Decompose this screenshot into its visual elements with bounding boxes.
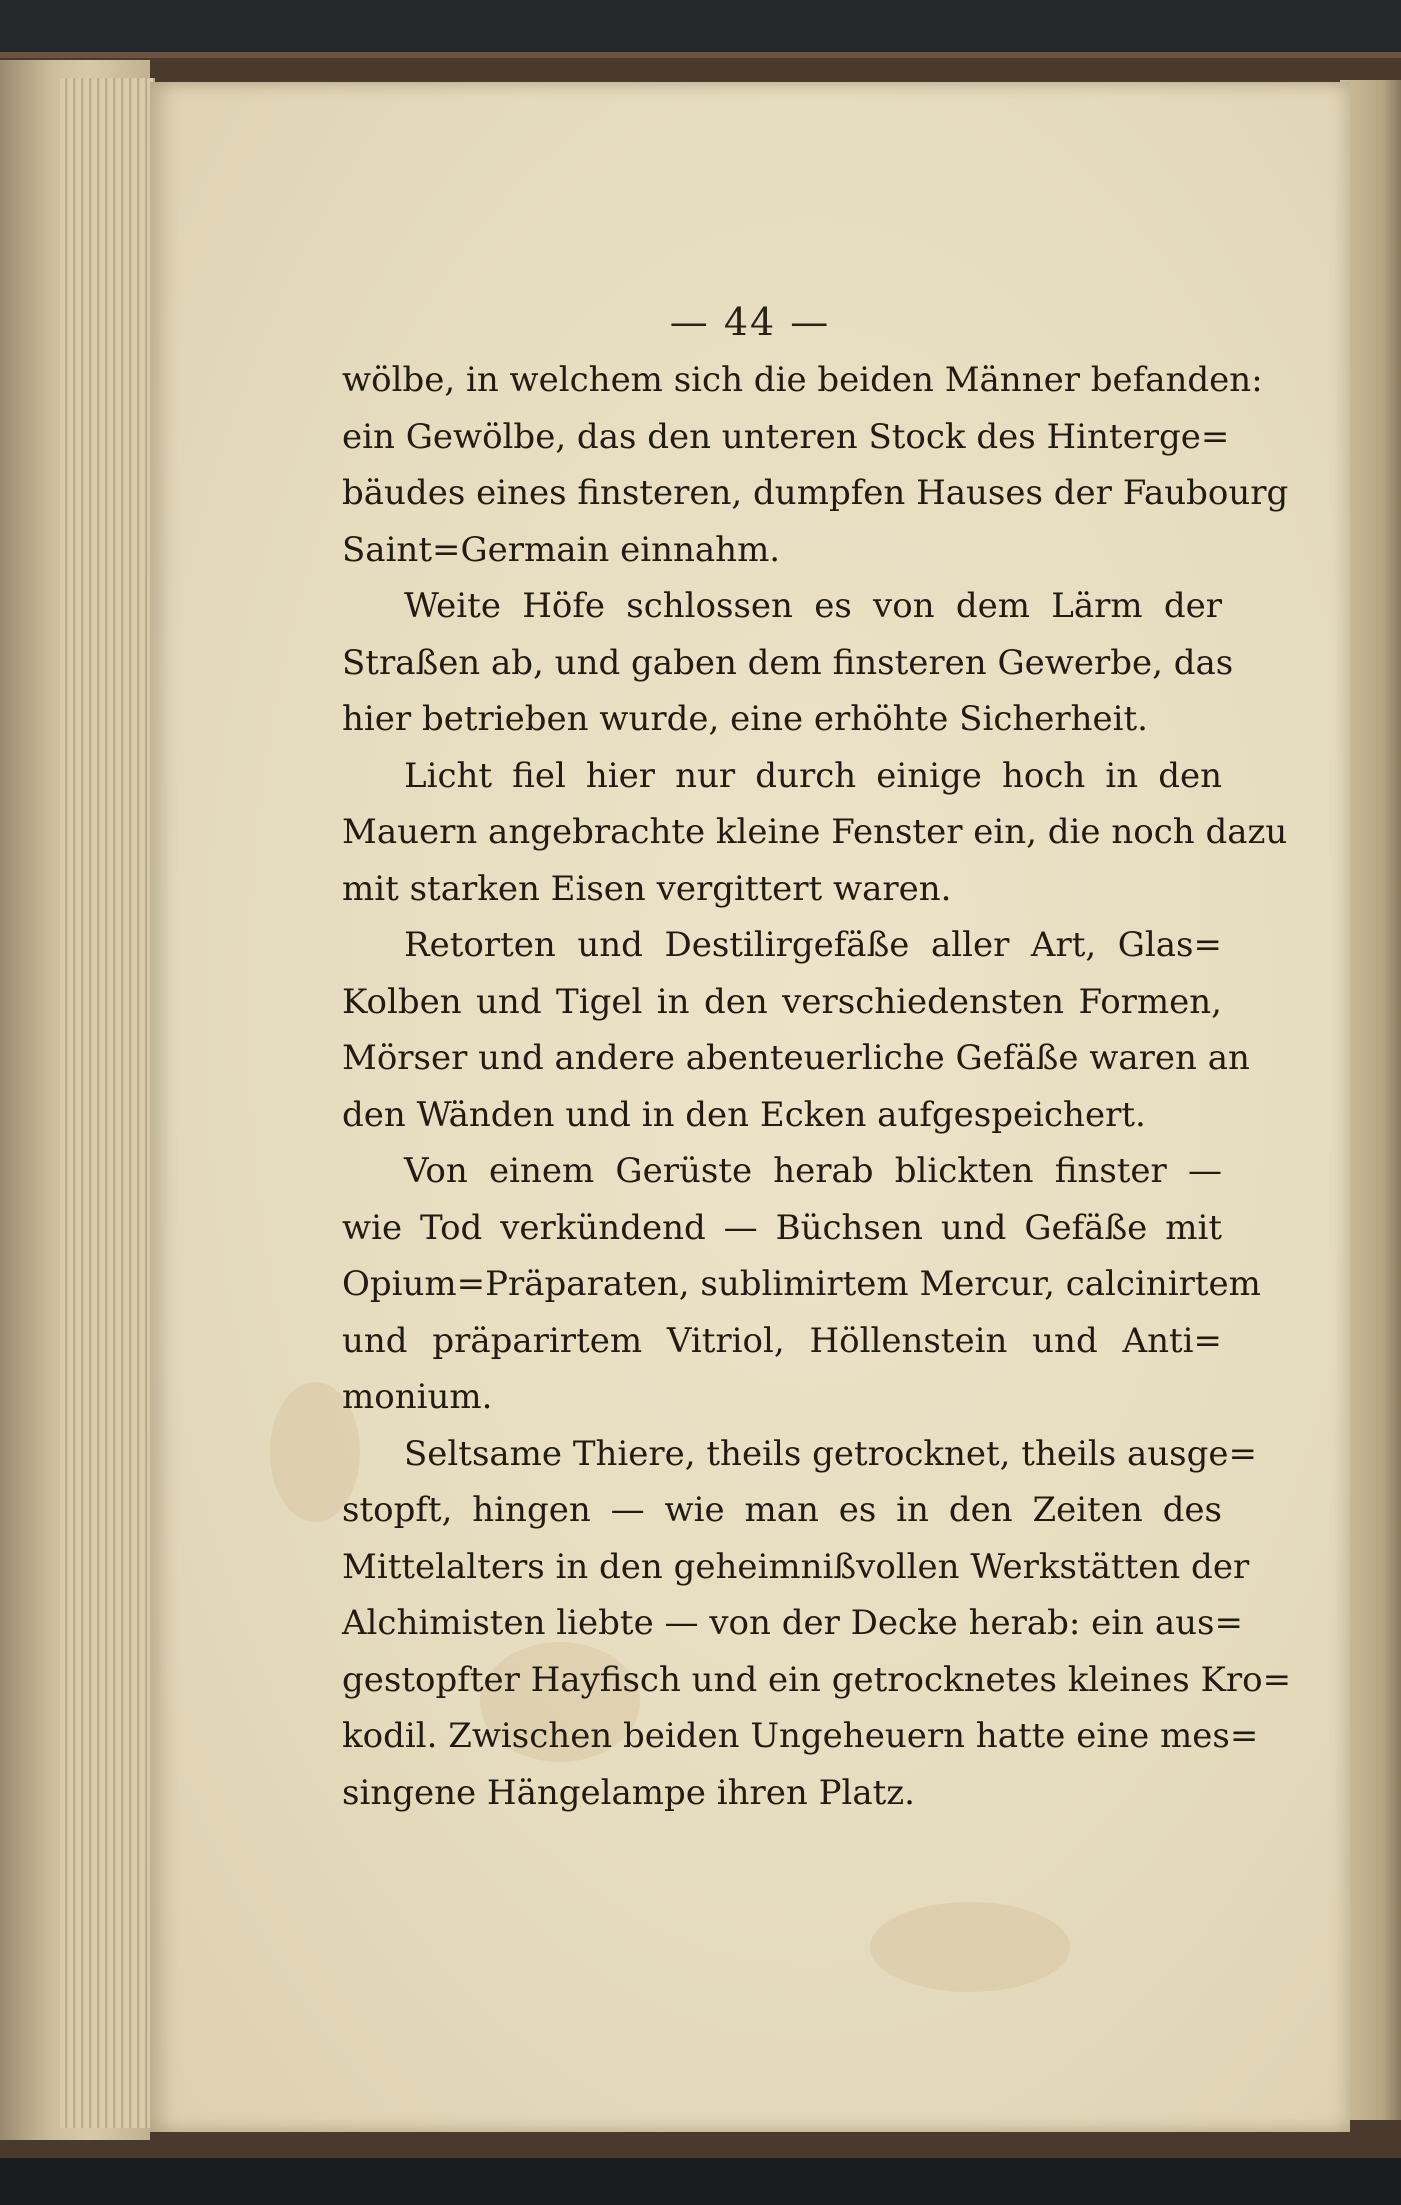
paragraph <box>342 352 1289 578</box>
text-line: Saint=Germain einnahm. <box>342 529 781 570</box>
text-line: Opium=Präparaten, sublimirtem Mercur, calcinirtem <box>342 1264 1261 1304</box>
text-line: Kolben und Tigel in den verschiedensten Formen, <box>342 981 1222 1022</box>
text-line: den Wänden und in den Ecken aufgespeichert. <box>342 1094 1146 1135</box>
text-line: Mauern angebrachte kleine Fenster ein, die noch dazu <box>342 812 1288 852</box>
text-line: Retorten und Destilirgefäße aller Art, Glas= <box>404 925 1222 965</box>
text-line: wölbe, in welchem sich die beiden Männer befanden: <box>342 360 1263 400</box>
paragraph <box>342 917 1250 1143</box>
page-edges <box>60 78 155 2128</box>
text-line: wie Tod verkündend — Büchsen und Gefäße mit <box>342 1207 1222 1248</box>
text-line: Licht fiel hier nur durch einige hoch in den <box>404 755 1222 796</box>
paragraph <box>342 1143 1261 1426</box>
text-line: Straßen ab, und gaben dem finsteren Gewerbe, das <box>342 642 1234 683</box>
book-page <box>150 82 1350 2132</box>
text-line: mit starken Eisen vergittert waren. <box>342 868 952 909</box>
body-text <box>342 352 1292 1821</box>
text-line: und präparirtem Vitriol, Höllenstein und Anti= <box>342 1320 1222 1361</box>
text-line: Mittelalters in den geheimnißvollen Werkstätten der <box>342 1546 1250 1587</box>
text-line: stopft, hingen — wie man es in den Zeiten des <box>342 1490 1222 1530</box>
text-line: kodil. Zwischen beiden Ungeheuern hatte eine mes= <box>342 1716 1259 1756</box>
text-line: singene Hängelampe ihren Platz. <box>342 1772 915 1813</box>
text-line: bäudes eines finsteren, dumpfen Hauses der Faubourg <box>342 473 1289 513</box>
paper-stain <box>870 1902 1070 1992</box>
paragraph <box>342 748 1288 918</box>
text-line: Alchimisten liebte — von der Decke herab: ein aus= <box>342 1603 1243 1643</box>
text-line: Von einem Gerüste herab blickten finster — <box>404 1151 1222 1191</box>
paragraph <box>342 578 1234 748</box>
text-line: Weite Höfe schlossen es von dem Lärm der <box>404 586 1222 626</box>
text-line: Seltsame Thiere, theils getrocknet, theils ausge= <box>404 1433 1257 1474</box>
paragraph <box>342 1426 1292 1822</box>
text-line: Mörser und andere abenteuerliche Gefäße waren an <box>342 1038 1250 1078</box>
text-line: hier betrieben wurde, eine erhöhte Sicherheit. <box>342 699 1148 739</box>
text-line: gestopfter Hayfisch und ein getrocknetes kleines Kro= <box>342 1659 1292 1700</box>
text-line: monium. <box>342 1377 493 1417</box>
page-number: — 44 — <box>669 300 831 344</box>
text-line: ein Gewölbe, das den unteren Stock des Hinterge= <box>342 416 1230 457</box>
